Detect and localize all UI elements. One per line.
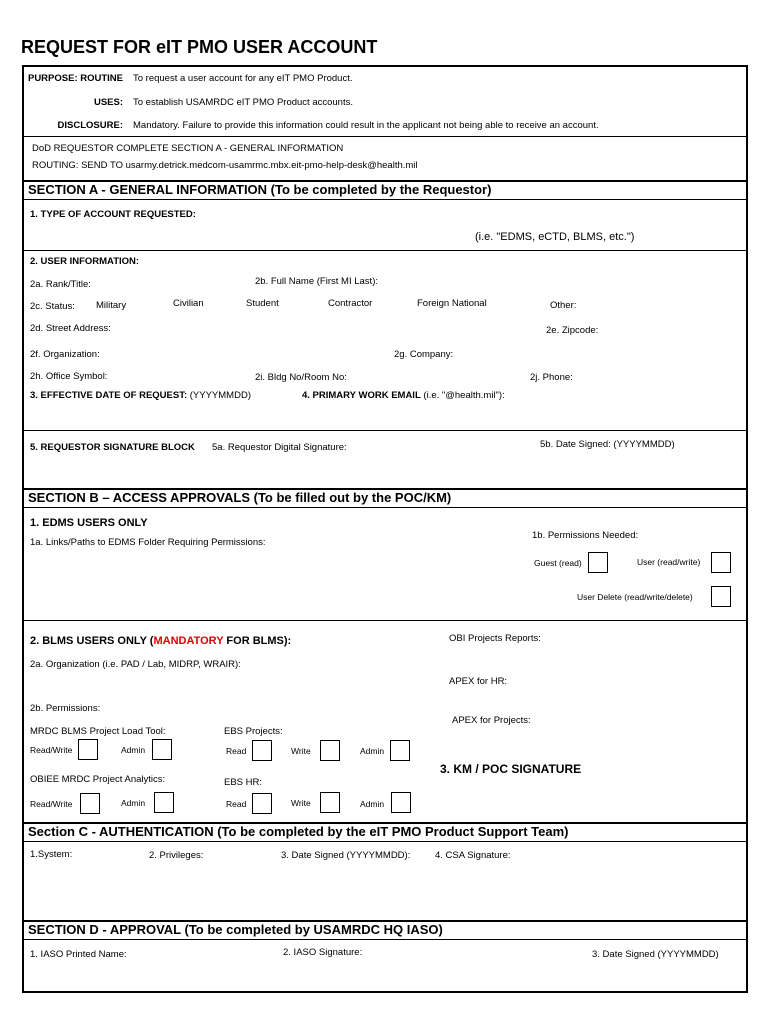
ebs-projects-write-label: Write [291, 746, 311, 756]
ebs-projects-admin-checkbox[interactable] [390, 740, 410, 761]
ebs-hr-admin-label: Admin [360, 799, 385, 809]
disclosure-text: Mandatory. Failure to provide this information could result in the applicant not being able to receive an account. [133, 120, 599, 131]
ebs-hr-admin-checkbox[interactable] [391, 792, 411, 813]
analytics-admin-checkbox[interactable] [154, 792, 174, 813]
permissions-needed-label: 1b. Permissions Needed: [532, 530, 639, 541]
signature-date-label[interactable]: 5b. Date Signed: (YYYYMMDD) [540, 439, 675, 450]
office-symbol-label[interactable]: 2h. Office Symbol: [30, 371, 108, 382]
form-title: REQUEST FOR eIT PMO USER ACCOUNT [21, 37, 378, 57]
purpose-label: PURPOSE: ROUTINE [27, 73, 123, 84]
user-info-label: 2. USER INFORMATION: [30, 256, 140, 267]
divider [22, 250, 748, 251]
ebs-projects-write-checkbox[interactable] [320, 740, 340, 761]
status-student-option[interactable]: Student [246, 298, 279, 309]
divider [22, 430, 748, 431]
obiee-analytics-label: OBIEE MRDC Project Analytics: [30, 774, 166, 785]
zipcode-label[interactable]: 2e. Zipcode: [546, 325, 599, 336]
effective-date-label[interactable]: 3. EFFECTIVE DATE OF REQUEST: (YYYYMMDD) [30, 390, 251, 401]
blms-organization-label[interactable]: 2a. Organization (i.e. PAD / Lab, MIDRP, WRAIR): [30, 659, 241, 670]
apex-projects-label[interactable]: APEX for Projects: [452, 715, 531, 726]
iaso-name-label[interactable]: 1. IASO Printed Name: [30, 949, 127, 960]
type-of-account-label: 1. TYPE OF ACCOUNT REQUESTED: [30, 209, 196, 220]
mandatory-text: MANDATORY [153, 635, 224, 647]
ebs-hr-read-label: Read [226, 799, 247, 809]
km-poc-signature-label[interactable]: 3. KM / POC SIGNATURE [440, 762, 582, 776]
guest-read-checkbox[interactable] [588, 552, 608, 573]
edms-links-label[interactable]: 1a. Links/Paths to EDMS Folder Requiring Permissions: [30, 537, 266, 548]
analytics-admin-label: Admin [121, 798, 146, 808]
status-civilian-option[interactable]: Civilian [173, 298, 204, 309]
company-label[interactable]: 2g. Company: [394, 349, 454, 360]
signature-block-label: 5. REQUESTOR SIGNATURE BLOCK [30, 442, 195, 453]
edms-title: 1. EDMS USERS ONLY [30, 517, 148, 529]
user-read-write-checkbox[interactable] [711, 552, 731, 573]
user-delete-label: User Delete (read/write/delete) [577, 592, 693, 602]
analytics-read-write-label: Read/Write [30, 799, 73, 809]
organization-label[interactable]: 2f. Organization: [30, 349, 100, 360]
phone-label[interactable]: 2j. Phone: [530, 372, 573, 383]
section-a-title: SECTION A - GENERAL INFORMATION (To be completed by the Requestor) [28, 182, 492, 197]
dod-instruction: DoD REQUESTOR COMPLETE SECTION A - GENERAL INFORMATION [32, 143, 344, 154]
ebs-projects-admin-label: Admin [360, 746, 385, 756]
ebs-projects-label: EBS Projects: [224, 726, 283, 737]
street-address-label[interactable]: 2d. Street Address: [30, 323, 111, 334]
approval-date-label[interactable]: 3. Date Signed (YYYYMMDD) [592, 949, 719, 960]
privileges-label[interactable]: 2. Privileges: [149, 850, 204, 861]
authentication-date-label[interactable]: 3. Date Signed (YYYYMMDD): [281, 850, 411, 861]
status-contractor-option[interactable]: Contractor [328, 298, 373, 309]
load-tool-admin-label: Admin [121, 745, 146, 755]
rank-title-label[interactable]: 2a. Rank/Title: [30, 279, 91, 290]
purpose-text: To request a user account for any eIT PMO Product. [133, 73, 353, 84]
blms-permissions-label: 2b. Permissions: [30, 703, 101, 714]
ebs-hr-label: EBS HR: [224, 777, 263, 788]
status-other-option[interactable]: Other: [550, 300, 577, 311]
digital-signature-label[interactable]: 5a. Requestor Digital Signature: [212, 442, 347, 453]
user-read-write-label: User (read/write) [637, 557, 701, 567]
bldg-room-label[interactable]: 2i. Bldg No/Room No: [255, 372, 347, 383]
uses-text: To establish USAMRDC eIT PMO Product accounts. [133, 97, 353, 108]
divider [22, 620, 748, 621]
status-label: 2c. Status: [30, 301, 75, 312]
apex-hr-label[interactable]: APEX for HR: [449, 676, 508, 687]
primary-email-label[interactable]: 4. PRIMARY WORK EMAIL (i.e. "@health.mil"): [302, 390, 505, 401]
ebs-projects-read-label: Read [226, 746, 247, 756]
type-of-account-example: (i.e. "EDMS, eCTD, BLMS, etc.") [475, 231, 635, 243]
csa-signature-label[interactable]: 4. CSA Signature: [435, 850, 511, 861]
section-d-title: SECTION D - APPROVAL (To be completed by USAMRDC HQ IASO) [28, 922, 443, 937]
analytics-read-write-checkbox[interactable] [80, 793, 100, 814]
system-label[interactable]: 1.System: [30, 849, 73, 860]
mrdc-load-tool-label: MRDC BLMS Project Load Tool: [30, 726, 166, 737]
status-foreign-national-option[interactable]: Foreign National [417, 298, 487, 309]
section-b-title: SECTION B – ACCESS APPROVALS (To be filled out by the POC/KM) [28, 490, 452, 505]
full-name-label[interactable]: 2b. Full Name (First MI Last): [255, 276, 378, 287]
disclosure-label: DISCLOSURE: [57, 120, 123, 131]
load-tool-read-write-checkbox[interactable] [78, 739, 98, 760]
divider [22, 136, 748, 137]
load-tool-admin-checkbox[interactable] [152, 739, 172, 760]
uses-label: USES: [93, 97, 123, 108]
ebs-hr-write-checkbox[interactable] [320, 792, 340, 813]
guest-read-label: Guest (read) [534, 558, 582, 568]
ebs-hr-read-checkbox[interactable] [252, 793, 272, 814]
ebs-hr-write-label: Write [291, 798, 311, 808]
section-c-title: Section C - AUTHENTICATION (To be completed by the eIT PMO Product Support Team) [28, 824, 569, 839]
status-military-option[interactable]: Military [96, 300, 127, 311]
load-tool-read-write-label: Read/Write [30, 745, 73, 755]
iaso-signature-label[interactable]: 2. IASO Signature: [283, 947, 363, 958]
obi-reports-label[interactable]: OBI Projects Reports: [449, 633, 541, 644]
ebs-projects-read-checkbox[interactable] [252, 740, 272, 761]
blms-title: 2. BLMS USERS ONLY (MANDATORY FOR BLMS): [30, 635, 292, 647]
routing-instruction: ROUTING: SEND TO usarmy.detrick.medcom-usamrmc.mbx.eit-pmo-help-desk@health.mil [32, 160, 418, 171]
user-delete-checkbox[interactable] [711, 586, 731, 607]
